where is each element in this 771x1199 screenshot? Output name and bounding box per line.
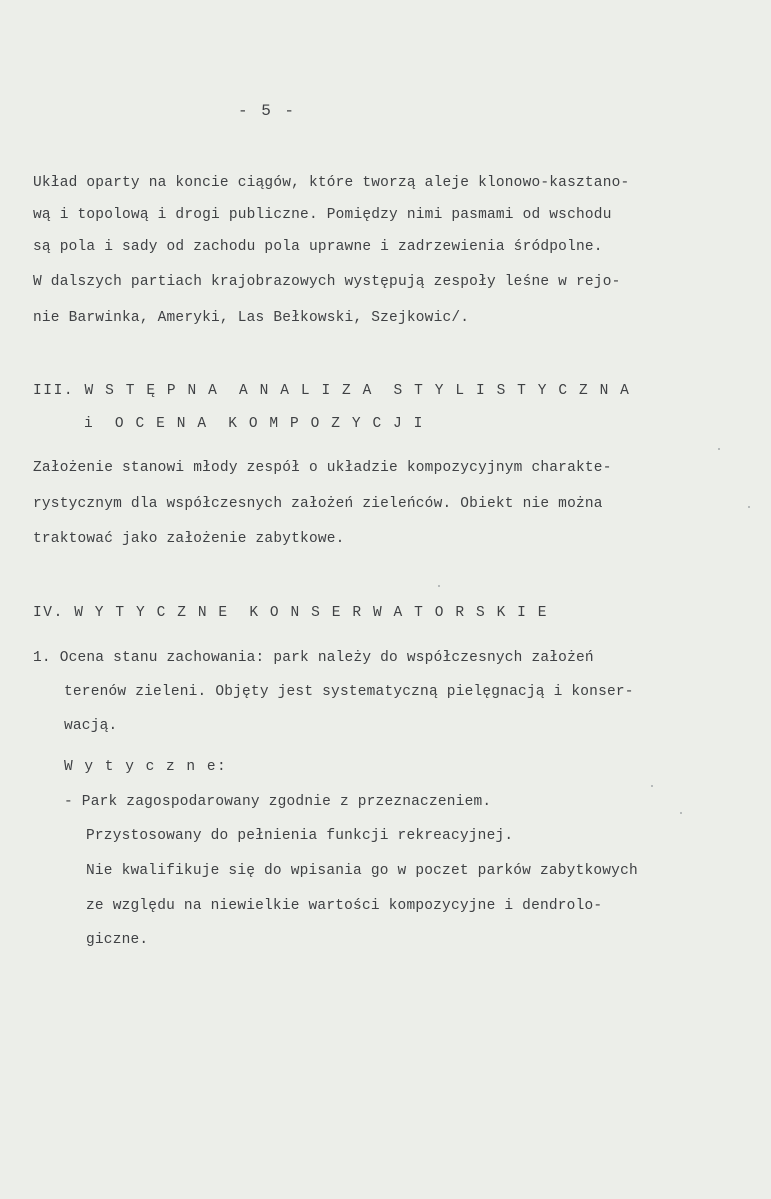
list-item-line: 1. Ocena stanu zachowania: park należy do współczesnych założeń (33, 650, 594, 666)
guidelines-label: W y t y c z n e: (64, 759, 228, 775)
list-item-line: wacją. (64, 718, 118, 734)
section-3-heading: III. W S T Ę P N A A N A L I Z A S T Y L I S T Y C Z N A (33, 383, 631, 399)
paper-speck (438, 585, 440, 587)
list-item-line: terenów zieleni. Objęty jest systematyczną pielęgnacją i konser- (64, 684, 634, 700)
section-3-heading-continued: i O C E N A K O M P O Z Y C J I (84, 416, 424, 432)
paragraph-line: są pola i sady od zachodu pola uprawne i zadrzewienia śródpolne. (33, 239, 603, 255)
guideline-line: Nie kwalifikuje się do wpisania go w poczet parków zabytkowych (86, 863, 638, 879)
section-4-heading: IV. W Y T Y C Z N E K O N S E R W A T O R S K I E (33, 605, 549, 621)
paper-speck (748, 506, 750, 508)
guideline-line: giczne. (86, 932, 149, 948)
paragraph-line: W dalszych partiach krajobrazowych występują zespoły leśne w rejo- (33, 274, 621, 290)
guideline-line: - Park zagospodarowany zgodnie z przeznaczeniem. (64, 794, 492, 810)
page-number: - 5 - (238, 102, 297, 120)
paragraph-line: wą i topolową i drogi publiczne. Pomiędzy nimi pasmami od wschodu (33, 207, 612, 223)
paper-speck (718, 448, 720, 450)
paper-speck (680, 812, 682, 814)
paragraph-line: Układ oparty na koncie ciągów, które tworzą aleje klonowo-kasztano- (33, 175, 630, 191)
paragraph-line: nie Barwinka, Ameryki, Las Bełkowski, Szejkowic/. (33, 310, 470, 326)
paragraph-line: Założenie stanowi młody zespół o układzie kompozycyjnym charakte- (33, 460, 612, 476)
guideline-line: ze względu na niewielkie wartości kompozycyjne i dendrolo- (86, 898, 603, 914)
guideline-line: Przystosowany do pełnienia funkcji rekreacyjnej. (86, 828, 514, 844)
paragraph-line: rystycznym dla współczesnych założeń zieleńców. Obiekt nie można (33, 496, 603, 512)
paragraph-line: traktować jako założenie zabytkowe. (33, 531, 345, 547)
paper-speck (651, 785, 653, 787)
